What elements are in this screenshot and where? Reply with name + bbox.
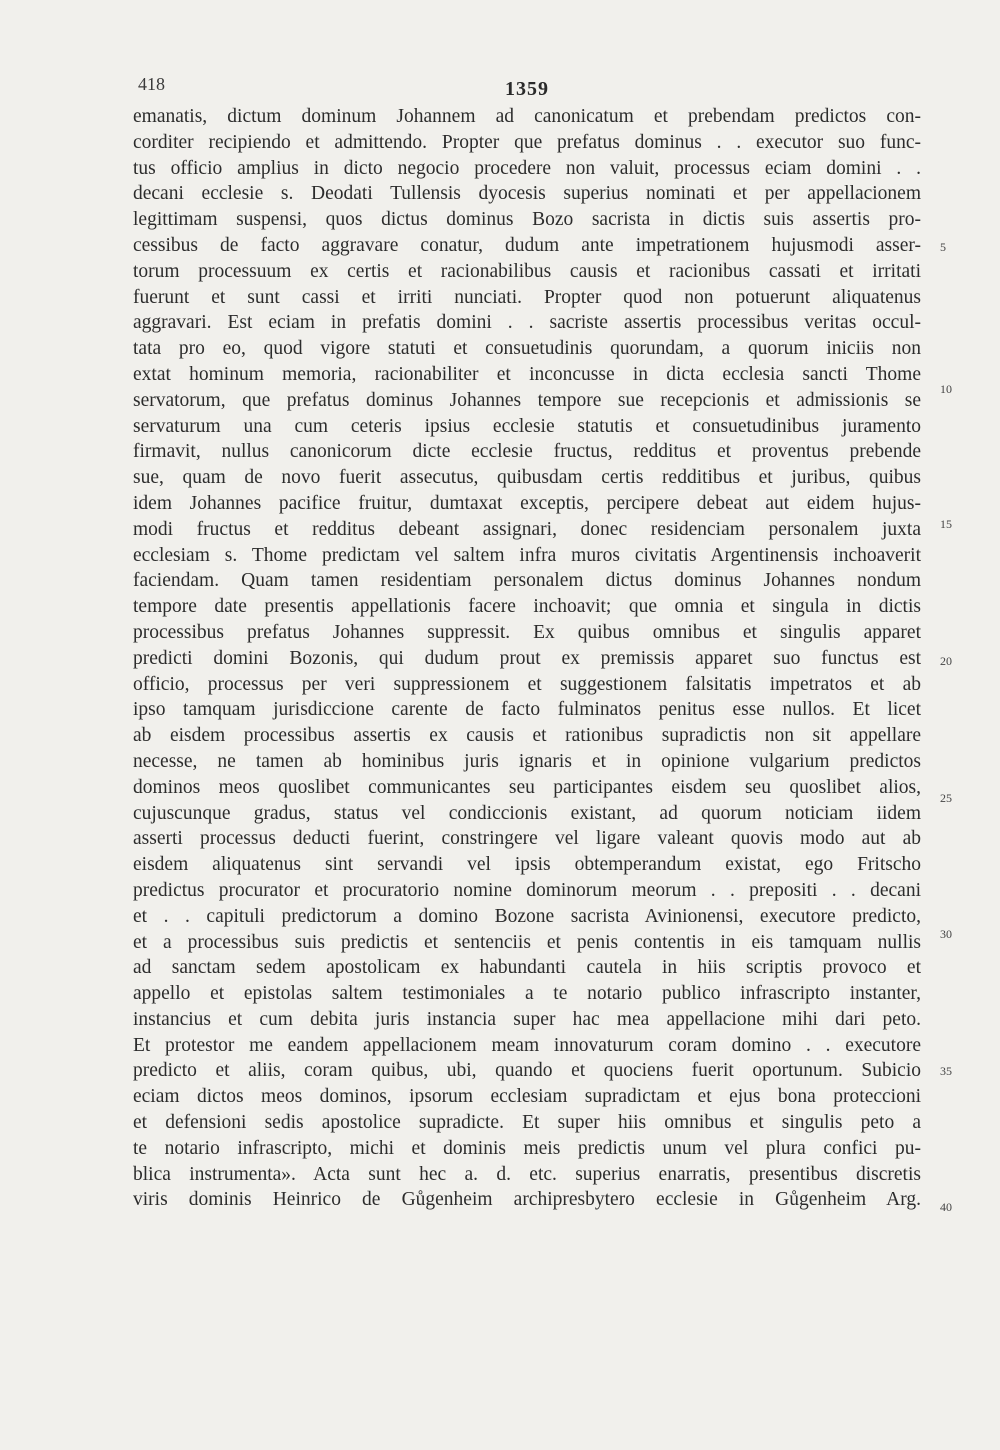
text-line: predictus procurator et procuratorio nomine dominorum meorum . . prepositi . . decani: [133, 879, 921, 901]
text-line: legittimam suspensi, quos dictus dominus Bozo sacrista in dictis suis assertis pro-: [133, 209, 921, 231]
text-line: corditer recipiendo et admittendo. Propter que prefatus dominus . . executor suo func-: [133, 131, 921, 153]
text-line: te notario infrascripto, michi et dominis meis predictis unum vel plura confici pu-: [133, 1137, 921, 1159]
body-text: [133, 104, 921, 1213]
margin-line-number: 30: [940, 927, 952, 941]
text-line: cessibus de facto aggravare conatur, dudum ante impetrationem hujusmodi asser-: [133, 234, 921, 256]
text-line: et a processibus suis predictis et sentenciis et penis contentis in eis tamquam nullis: [133, 931, 921, 953]
text-line: faciendam. Quam tamen residentiam personalem dictus dominus Johannes nondum: [133, 570, 921, 592]
page-number: 418: [138, 74, 165, 94]
text-line: viris dominis Heinrico de Gůgenheim archipresbytero ecclesie in Gůgenheim Arg.: [133, 1189, 921, 1211]
text-line: fuerunt et sunt cassi et irriti nunciati. Propter quod non potuerunt aliquatenus: [133, 286, 921, 308]
text-line: officio, processus per veri suppressionem et suggestionem falsitatis impetratos et ab: [133, 673, 921, 695]
text-line: cujuscunque gradus, status vel condiccionis existant, ad quorum noticiam iidem: [133, 802, 921, 824]
text-line: ad sanctam sedem apostolicam ex habundanti cautela in hiis scriptis provoco et: [133, 957, 921, 979]
text-line: blica instrumenta». Acta sunt hec a. d. etc. superius enarratis, presentibus discretis: [133, 1163, 921, 1185]
text-line: servatorum, que prefatus dominus Johannes tempore sue recepcionis et admissionis se: [133, 389, 921, 411]
text-line: decani ecclesie s. Deodati Tullensis dyocesis superius nominati et per appellacionem: [133, 183, 921, 205]
text-line: ab eisdem processibus assertis ex causis et rationibus supradictis non sit appellare: [133, 725, 921, 747]
text-line: et defensioni sedis apostolice supradicte. Et super hiis omnibus et singulis peto a: [133, 1112, 921, 1134]
text-line: sue, quam de novo fuerit assecutus, quibusdam certis redditibus et juribus, quibus: [133, 467, 921, 489]
text-line: tempore date presentis appellationis facere inchoavit; que omnia et singula in dictis: [133, 596, 921, 618]
margin-line-number: 5: [940, 240, 946, 254]
text-line: firmavit, nullus canonicorum dicte ecclesie fructus, redditus et proventus prebende: [133, 441, 921, 463]
text-line: torum processuum ex certis et racionabilibus causis et racionibus cassati et irritati: [133, 260, 921, 282]
margin-line-number: 35: [940, 1064, 952, 1078]
margin-line-number: 25: [940, 791, 952, 805]
text-line: extat hominum memoria, racionabiliter et inconcusse in dicta ecclesia sancti Thome: [133, 363, 921, 385]
text-line: modi fructus et redditus debeant assignari, donec residenciam personalem juxta: [133, 518, 921, 540]
text-line: tata pro eo, quod vigore statuti et consuetudinis quorundam, a quorum iniciis non: [133, 338, 921, 360]
margin-line-number: 20: [940, 654, 952, 668]
margin-line-number: 40: [940, 1200, 952, 1214]
text-line: appello et epistolas saltem testimoniales a te notario publico infrascripto instanter,: [133, 983, 921, 1005]
text-line: eciam dictos meos dominos, ipsorum ecclesiam supradictam et ejus bona proteccioni: [133, 1086, 921, 1108]
text-line: dominos meos quoslibet communicantes seu participantes eisdem seu quoslibet alios,: [133, 776, 921, 798]
page-year-heading: 1359: [505, 78, 549, 100]
text-line: ecclesiam s. Thome predictam vel saltem infra muros civitatis Argentinensis inchoaverit: [133, 544, 921, 566]
text-line: et . . capituli predictorum a domino Bozone sacrista Avinionensi, executore predicto,: [133, 905, 921, 927]
text-line: processibus prefatus Johannes suppressit. Ex quibus omnibus et singulis apparet: [133, 621, 921, 643]
text-line: emanatis, dictum dominum Johannem ad canonicatum et prebendam predictos con-: [133, 106, 921, 127]
text-line: aggravari. Est eciam in prefatis domini . . sacriste assertis processibus veritas occul-: [133, 312, 921, 334]
text-line: Et protestor me eandem appellacionem meam innovaturum coram domino . . executore: [133, 1034, 921, 1056]
text-line: predicto et aliis, coram quibus, ubi, quando et quociens fuerit oportunum. Subicio: [133, 1060, 921, 1082]
text-line: eisdem aliquatenus sint servandi vel ipsis obtemperandum existat, ego Fritscho: [133, 854, 921, 876]
margin-line-number: 10: [940, 382, 952, 396]
text-line: servaturum una cum ceteris ipsius ecclesie statutis et consuetudinibus juramento: [133, 415, 921, 437]
text-line: tus officio amplius in dicto negocio procedere non valuit, processus eciam domini . .: [133, 157, 921, 179]
text-line: necesse, ne tamen ab hominibus juris ignaris et in opinione vulgarium predictos: [133, 750, 921, 772]
text-line: asserti processus deducti fuerint, constringere vel ligare valeant quovis modo aut ab: [133, 828, 921, 850]
text-line: instancius et cum debita juris instancia super hac mea appellacione mihi dari peto.: [133, 1008, 921, 1030]
text-line: ipso tamquam jurisdiccione carente de facto fulminatos penitus esse nullos. Et licet: [133, 699, 921, 721]
text-line: predicti domini Bozonis, qui dudum prout ex premissis apparet suo functus est: [133, 647, 921, 669]
margin-line-number: 15: [940, 517, 952, 531]
text-line: idem Johannes pacifice fruitur, dumtaxat exceptis, percipere debeat aut eidem hujus-: [133, 492, 921, 514]
